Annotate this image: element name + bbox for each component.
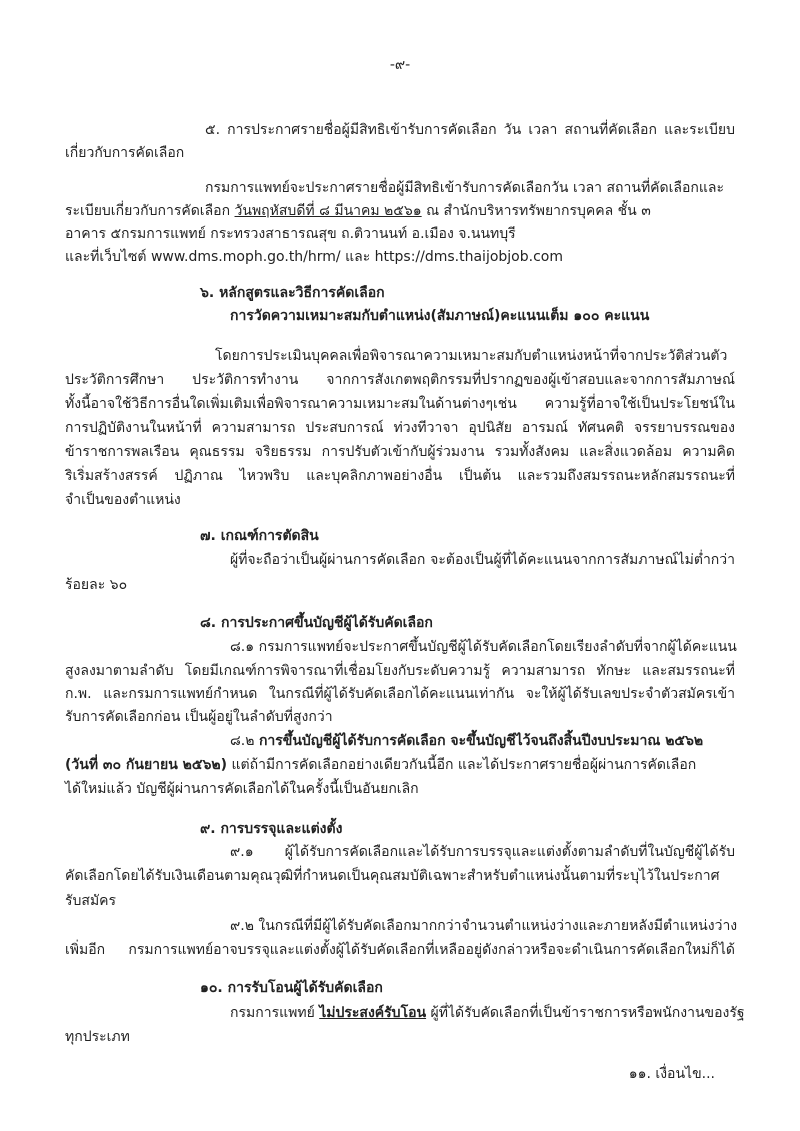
section-9-heading: ๙. การบรรจุและแต่งตั้ง [200,821,343,837]
section-6-heading: ๖. หลักสูตรและวิธีการคัดเลือก [200,285,385,301]
page-number: -๙- [389,57,411,73]
section-6-subheading: การวัดความเหมาะสมกับตำแหน่ง(สัมภาษณ์)คะแนนเต็ม ๑๐๐ คะแนน [230,308,650,324]
paragraph-line: ผู้ที่จะถือว่าเป็นผู้ผ่านการคัดเลือก จะต้องเป็นผู้ที่ได้คะแนนจากการสัมภาษณ์ไม่ต่ำกว่า [230,552,735,568]
paragraph-line: ก.พ. และกรมการแพทย์กำหนด ในกรณีที่ผู้ได้รับคัดเลือกได้คะแนนเท่ากัน จะให้ผู้ได้รับเลขประจำตัวสมัครเข้า [65,686,735,702]
text: ระเบียบเกี่ยวกับการคัดเลือก [65,203,235,219]
text: ผู้ที่ได้รับคัดเลือกที่เป็นข้าราชการหรือพนักงานของรัฐ [426,1005,745,1021]
paragraph-line: ๙.๒ ในกรณีที่มีผู้ได้รับคัดเลือกมากกว่าจำนวนตำแหน่งว่างและภายหลังมีตำแหน่งว่าง [230,918,738,934]
paragraph-line: กรมการแพทย์จะประกาศรายชื่อผู้มีสิทธิเข้ารับการคัดเลือกวัน เวลา สถานที่คัดเลือกและ [205,180,724,196]
section-5-heading-cont: เกี่ยวกับการคัดเลือก [65,145,185,161]
bold-text: การขึ้นบัญชีผู้ได้รับการคัดเลือก จะขึ้นบัญชีไว้จนถึงสิ้นปีงบประมาณ ๒๕๖๒ [258,733,704,749]
paragraph-line: การปฏิบัติงานในหน้าที่ ความสามารถ ประสบการณ์ ท่วงทีวาจา อุปนิสัย อารมณ์ ทัศนคติ จรรยาบรรณของ [65,420,735,436]
underlined-text: ไม่ประสงค์รับโอน [319,1005,427,1021]
paragraph-line: คัดเลือกโดยได้รับเงินเดือนตามคุณวุฒิที่กำหนดเป็นคุณสมบัติเฉพาะสำหรับตำแหน่งนั้นตามที่ระบุไว้ในประกาศ [65,868,720,884]
text: ๘.๒ [230,733,259,749]
paragraph-line [230,731,735,751]
website-line: และที่เว็บไซต์ www.dms.moph.go.th/hrm/ และ https://dms.thaijobjob.com [65,249,563,265]
text: กรมการแพทย์ [230,1005,320,1021]
text: แต่ถ้ามีการคัดเลือกอย่างเดียวกันนี้อีก และได้ประกาศรายชื่อผู้ผ่านการคัดเลือก [227,757,697,773]
paragraph-line: ๘.๑ กรมการแพทย์จะประกาศขึ้นบัญชีผู้ได้รับคัดเลือกโดยเรียงลำดับที่จากผู้ได้คะแนน [230,639,737,655]
paragraph-line [65,755,735,775]
paragraph-line: ร้อยละ ๖๐ [65,577,128,593]
paragraph-line: สูงลงมาตามลำดับ โดยมีเกณฑ์การพิจารณาที่เชื่อมโยงกับระดับความรู้ ความสามารถ ทักษะ และสมรรถนะที่ [65,663,735,679]
paragraph-line: จำเป็นของตำแหน่ง [65,492,181,508]
section-8-heading: ๘. การประกาศขึ้นบัญชีผู้ได้รับคัดเลือก [200,615,433,631]
bold-text: (วันที่ ๓๐ กันยายน ๒๕๖๒) [65,757,228,773]
paragraph-line: ข้าราชการพลเรือน คุณธรรม จริยธรรม การปรับตัวเข้ากับผู้ร่วมงาน รวมทั้งสังคม และสิ่งแวดล้อม ความคิด [65,444,735,460]
paragraph-line [230,1003,745,1023]
section-7-heading: ๗. เกณฑ์การตัดสิน [200,528,319,544]
continued-next-page: ๑๑. เงื่อนไข... [628,1066,715,1082]
paragraph-line: ทั้งนี้อาจใช้วิธีการอื่นใดเพิ่มเติมเพื่อพิจารณาความเหมาะสมในด้านต่างๆเช่น ความรู้ที่อาจใช้เป็นประโยชน์ใน [65,396,735,412]
text: ณ สำนักบริหารทรัพยากรบุคคล ชั้น ๓ [421,203,651,219]
paragraph-line: รับสมัคร [65,893,117,909]
paragraph-line [65,201,735,221]
paragraph-line: โดยการประเมินบุคคลเพื่อพิจารณาความเหมาะสมกับตำแหน่งหน้าที่จากประวัติส่วนตัว [215,348,728,364]
paragraph-line: ๙.๑ ผู้ได้รับการคัดเลือกและได้รับการบรรจุและแต่งตั้งตามลำดับที่ในบัญชีผู้ได้รับ [230,844,735,860]
paragraph-line: ได้ใหม่แล้ว บัญชีผู้ผ่านการคัดเลือกได้ในครั้งนี้เป็นอันยกเลิก [65,781,419,797]
paragraph-line: อาคาร ๕กรมการแพทย์ กระทรวงสาธารณสุข ถ.ติวานนท์ อ.เมือง จ.นนทบุรี [65,226,516,242]
paragraph-line: เพิ่มอีก กรมการแพทย์อาจบรรจุและแต่งตั้งผู้ได้รับคัดเลือกที่เหลืออยู่ดังกล่าวหรือจะดำเนินการคัดเลือกใหม่ก็ได้ [65,942,735,958]
paragraph-line: ประวัติการศึกษา ประวัติการทำงาน จากการสังเกตพฤติกรรมที่ปรากฏของผู้เข้าสอบและจากการสัมภาษณ์ [65,372,735,388]
paragraph-line: ริเริ่มสร้างสรรค์ ปฏิภาณ ไหวพริบ และบุคลิกภาพอย่างอื่น เป็นต้น และรวมถึงสมรรถนะหลักสมรรถนะที่ [65,468,735,484]
paragraph-line: ทุกประเภท [65,1029,130,1045]
section-10-heading: ๑๐. การรับโอนผู้ได้รับคัดเลือก [200,980,383,996]
paragraph-line: รับการคัดเลือกก่อน เป็นผู้อยู่ในลำดับที่สูงกว่า [65,709,333,725]
section-5-heading: ๕. การประกาศรายชื่อผู้มีสิทธิเข้ารับการคัดเลือก วัน เวลา สถานที่คัดเลือก และระเบียบ [205,122,735,138]
selection-date: วันพฤหัสบดีที่ ๘ มีนาคม ๒๕๖๑ [234,203,422,219]
